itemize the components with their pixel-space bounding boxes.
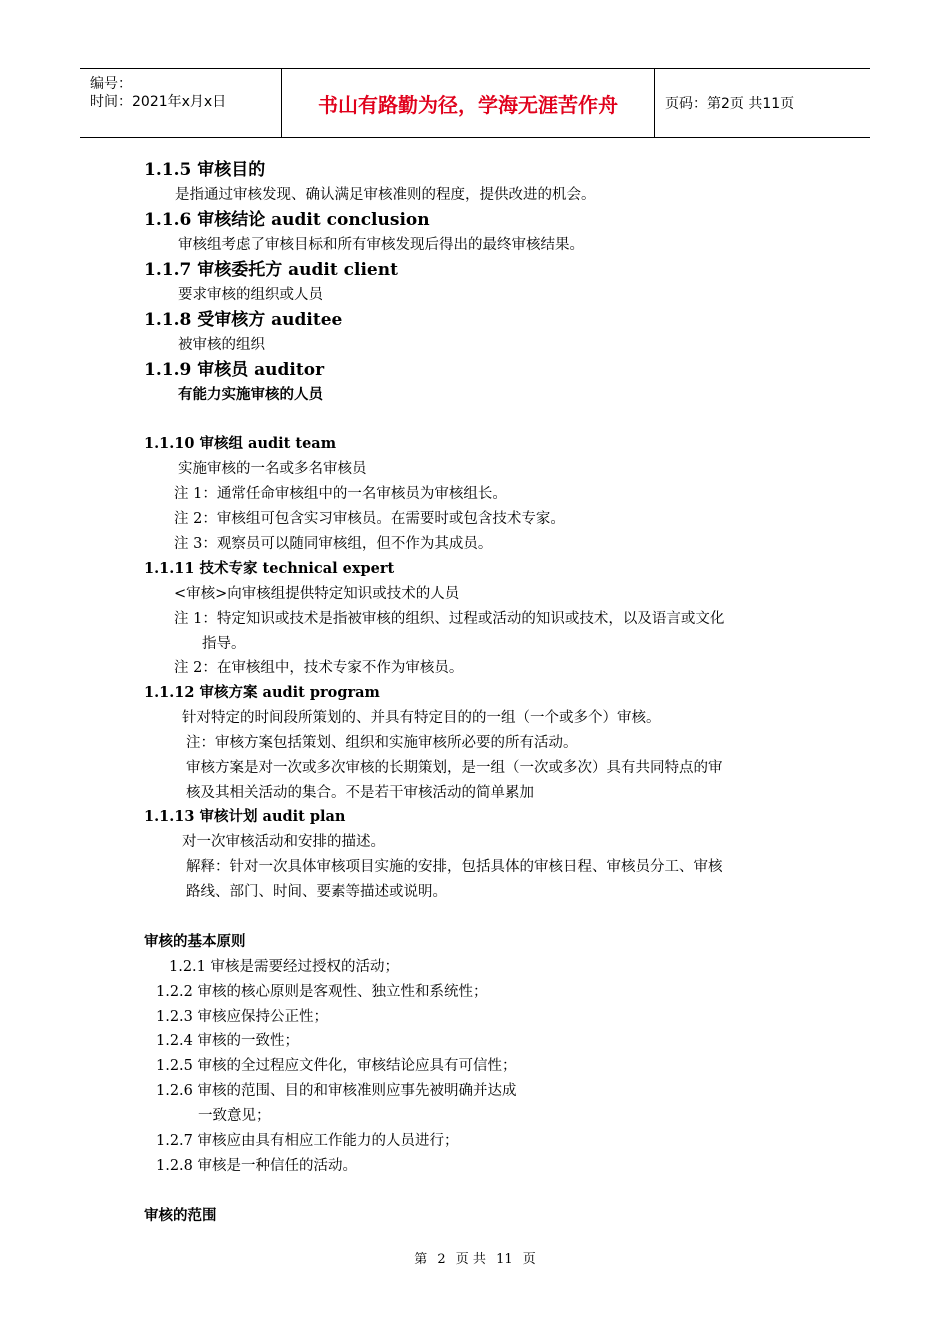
footer-page-mid: 页 共 bbox=[455, 1252, 486, 1267]
list-item: 1.2.3 审核应保持公正性； bbox=[156, 1009, 329, 1025]
page-footer bbox=[0, 1248, 950, 1267]
header-meta-cell bbox=[80, 69, 282, 137]
heading-1-1-10: 1.1.10 审核组 audit team bbox=[144, 435, 337, 452]
list-item: 1.2.2 审核的核心原则是客观性、独立性和系统性； bbox=[156, 984, 488, 1000]
paragraph: 有能力实施审核的人员 bbox=[178, 386, 323, 403]
note: 注 2：在审核组中，技术专家不作为审核员。 bbox=[174, 660, 464, 676]
paragraph: 对一次审核活动和安排的描述。 bbox=[182, 834, 385, 850]
heading-1-1-9: 1.1.9 审核员 auditor bbox=[144, 360, 325, 380]
header-motto: 书山有路勤为径，学海无涯苦作舟 bbox=[282, 69, 655, 137]
paragraph: 实施审核的一名或多名审核员 bbox=[178, 461, 367, 477]
heading-1-1-13: 1.1.13 审核计划 audit plan bbox=[144, 808, 346, 825]
note-continuation: 指导。 bbox=[202, 636, 246, 652]
footer-page-prefix: 第 bbox=[414, 1252, 428, 1267]
list-item-continuation: 一致意见； bbox=[198, 1108, 271, 1124]
list-item: 1.2.7 审核应由具有相应工作能力的人员进行； bbox=[156, 1133, 459, 1149]
footer-page-number: 2 bbox=[437, 1252, 446, 1267]
paragraph: 路线、部门、时间、要素等描述或说明。 bbox=[186, 884, 447, 900]
paragraph: <审核>向审核组提供特定知识或技术的人员 bbox=[174, 586, 460, 602]
note: 注 3：观察员可以随同审核组，但不作为其成员。 bbox=[174, 536, 493, 552]
section-heading-principles: 审核的基本原则 bbox=[144, 933, 246, 950]
heading-1-1-11: 1.1.11 技术专家 technical expert bbox=[144, 560, 395, 577]
heading-1-1-5: 1.1.5 审核目的 bbox=[144, 160, 266, 180]
page-header bbox=[80, 68, 870, 138]
paragraph: 是指通过审核发现、确认满足审核准则的程度，提供改进的机会。 bbox=[175, 187, 596, 203]
heading-1-1-8: 1.1.8 受审核方 auditee bbox=[144, 310, 343, 330]
paragraph: 解释：针对一次具体审核项目实施的安排，包括具体的审核日程、审核员分工、审核 bbox=[186, 859, 723, 875]
section-heading-scope: 审核的范围 bbox=[144, 1207, 217, 1224]
note: 注：审核方案包括策划、组织和实施审核所必要的所有活动。 bbox=[186, 735, 578, 751]
list-item: 1.2.4 审核的一致性； bbox=[156, 1033, 300, 1049]
note: 注 1：特定知识或技术是指被审核的组织、过程或活动的知识或技术，以及语言或文化 bbox=[174, 611, 725, 627]
paragraph: 针对特定的时间段所策划的、并具有特定目的的一组（一个或多个）审核。 bbox=[182, 710, 661, 726]
time-label: 时间：2021年x月x日 bbox=[90, 94, 227, 110]
heading-1-1-7: 1.1.7 审核委托方 audit client bbox=[144, 260, 398, 280]
heading-1-1-6: 1.1.6 审核结论 audit conclusion bbox=[144, 210, 430, 230]
paragraph: 核及其相关活动的集合。不是若干审核活动的简单累加 bbox=[186, 785, 534, 801]
header-page-label: 页码：第2页 共11页 bbox=[665, 96, 795, 112]
paragraph: 要求审核的组织或人员 bbox=[178, 287, 323, 303]
note: 注 2：审核组可包含实习审核员。在需要时或包含技术专家。 bbox=[174, 511, 565, 527]
list-item: 1.2.8 审核是一种信任的活动。 bbox=[156, 1158, 358, 1174]
number-label: 编号： bbox=[90, 76, 132, 92]
footer-page-suffix: 页 bbox=[522, 1252, 536, 1267]
paragraph: 审核组考虑了审核目标和所有审核发现后得出的最终审核结果。 bbox=[178, 237, 584, 253]
paragraph: 审核方案是对一次或多次审核的长期策划，是一组（一次或多次）具有共同特点的审 bbox=[186, 760, 723, 776]
list-item: 1.2.6 审核的范围、目的和审核准则应事先被明确并达成 bbox=[156, 1083, 517, 1099]
footer-page-total: 11 bbox=[496, 1252, 513, 1267]
note: 注 1：通常任命审核组中的一名审核员为审核组长。 bbox=[174, 486, 507, 502]
paragraph: 被审核的组织 bbox=[178, 337, 265, 353]
heading-1-1-12: 1.1.12 审核方案 audit program bbox=[144, 684, 380, 701]
list-item: 1.2.1 审核是需要经过授权的活动； bbox=[169, 959, 400, 975]
list-item: 1.2.5 审核的全过程应文件化，审核结论应具有可信性； bbox=[156, 1058, 517, 1074]
